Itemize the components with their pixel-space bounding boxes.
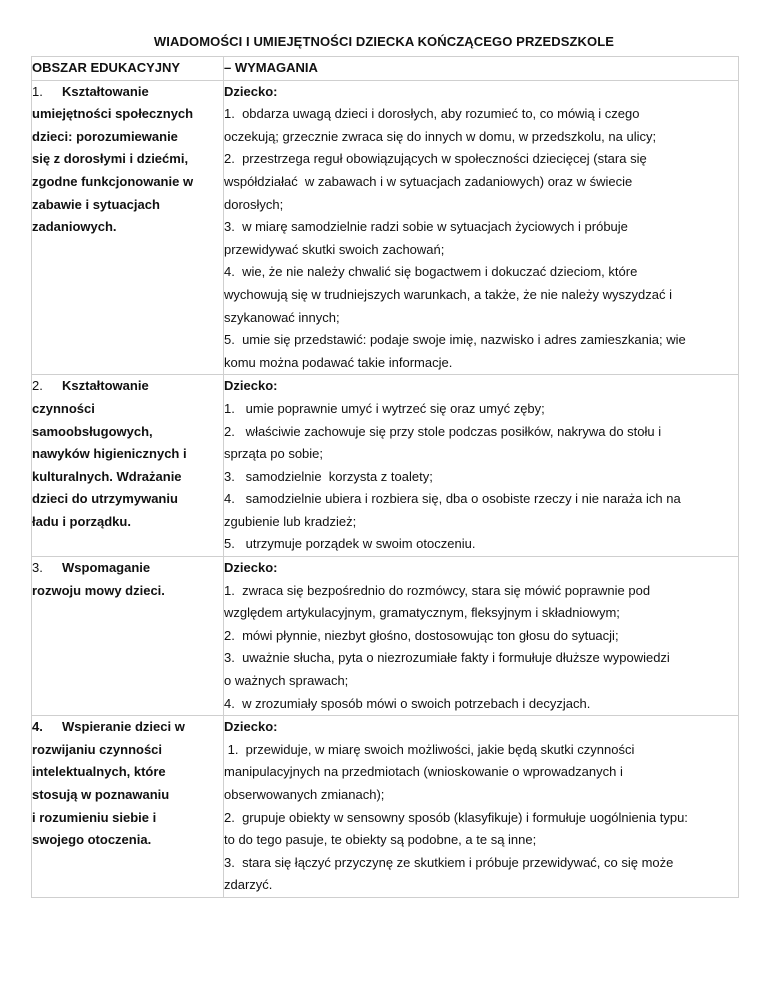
requirement-line: 1. zwraca się bezpośrednio do rozmówcy, stara się mówić poprawnie pod <box>224 582 651 598</box>
requirement-line: manipulacyjnych na przedmiotach (wnioskowanie o wprowadzanych i <box>224 764 623 780</box>
header-area: OBSZAR EDUKACYJNY <box>32 57 224 81</box>
area-line: samoobsługowych, <box>32 423 153 439</box>
area-line: dzieci: porozumiewanie <box>32 128 178 144</box>
requirements-cell <box>224 80 739 375</box>
area-line: intelektualnych, które <box>32 764 166 780</box>
subject-label: Dziecko: <box>224 83 278 99</box>
subject-label: Dziecko: <box>224 378 278 394</box>
area-title: Wspieranie dzieci w <box>62 719 185 735</box>
requirement-line: zgubienie lub kradzież; <box>224 513 357 529</box>
requirement-line: 5. umie się przedstawić: podaje swoje imię, nazwisko i adres zamieszkania; wie <box>224 332 686 348</box>
requirement-line: dorosłych; <box>224 196 284 212</box>
requirement-line: 1. obdarza uwagą dzieci i dorosłych, aby rozumieć to, co mówią i czego <box>224 106 640 122</box>
area-line: nawyków higienicznych i <box>32 446 187 462</box>
requirement-line: współdziałać w zabawach i w sytuacjach zadaniowych) oraz w świecie <box>224 173 633 189</box>
requirement-line: 4. w zrozumiały sposób mówi o swoich potrzebach i decyzjach. <box>224 695 591 711</box>
area-cell <box>32 716 224 898</box>
table-header-row <box>32 57 739 81</box>
area-line <box>32 557 223 580</box>
area-cell <box>32 557 224 716</box>
requirement-line: 2. grupuje obiekty w sensowny sposób (klasyfikuje) i formułuje uogólnienia typu: <box>224 809 688 825</box>
area-number: 2. <box>32 378 43 394</box>
requirement-line: 5. utrzymuje porządek w swoim otoczeniu. <box>224 536 476 552</box>
requirement-line: 4. samodzielnie ubiera i rozbiera się, dba o osobiste rzeczy i nie naraża ich na <box>224 491 681 507</box>
requirement-line: 3. uważnie słucha, pyta o niezrozumiałe fakty i formułuje dłuższe wypowiedzi <box>224 650 670 666</box>
requirements-cell <box>224 557 739 716</box>
requirement-line: 2. mówi płynnie, niezbyt głośno, dostosowując ton głosu do sytuacji; <box>224 627 619 643</box>
area-title: Kształtowanie <box>62 83 149 99</box>
area-line: ładu i porządku. <box>32 513 131 529</box>
requirements-cell <box>224 375 739 557</box>
requirement-line: względem artykulacyjnym, gramatycznym, fleksyjnym i składniowym; <box>224 605 620 621</box>
requirement-line: szykanować innych; <box>224 309 340 325</box>
area-line: rozwoju mowy dzieci. <box>32 582 165 598</box>
requirement-line: wychowują się w trudniejszych warunkach, a także, że nie należy wyszydzać i <box>224 286 672 302</box>
subject-label-text: Dziecko: <box>224 719 278 735</box>
table-row <box>32 716 739 898</box>
requirement-line: zdarzyć. <box>224 877 273 893</box>
document-title: WIADOMOŚCI I UMIEJĘTNOŚCI DZIECKA KOŃCZĄCEGO PRZEDSZKOLE <box>153 34 615 49</box>
area-line: swojego otoczenia. <box>32 832 152 848</box>
area-line: rozwijaniu czynności <box>32 741 163 757</box>
area-line: kulturalnych. Wdrażanie <box>32 468 182 484</box>
table-row <box>32 557 739 716</box>
requirement-line: 3. samodzielnie korzysta z toalety; <box>224 468 433 484</box>
area-line <box>32 375 223 398</box>
area-line: zabawie i sytuacjach <box>32 196 160 212</box>
area-line: się z dorosłymi i dziećmi, <box>32 151 189 167</box>
header-requirements: – WYMAGANIA <box>224 57 739 81</box>
area-line: stosują w poznawaniu <box>32 787 170 802</box>
requirement-line: 1. przewiduje, w miarę swoich możliwości, jakie będą skutki czynności <box>224 741 635 757</box>
requirement-line: przewidywać skutki swoich zachowań; <box>224 241 445 257</box>
requirement-line: to do tego pasuje, te obiekty są podobne, a te są inne; <box>224 832 537 848</box>
area-cell <box>32 80 224 375</box>
area-line: i rozumieniu siebie i <box>32 809 157 825</box>
area-title: Kształtowanie <box>62 378 149 394</box>
requirement-line: 3. w miarę samodzielnie radzi sobie w sytuacjach życiowych i próbuje <box>224 219 628 235</box>
subject-label <box>224 716 738 739</box>
table-row <box>32 375 739 557</box>
area-line: umiejętności społecznych <box>32 106 194 122</box>
requirements-cell <box>224 716 739 898</box>
area-line <box>32 716 223 739</box>
requirement-line: 2. właściwie zachowuje się przy stole podczas posiłków, nakrywa do stołu i <box>224 423 662 439</box>
requirement-line: 4. wie, że nie należy chwalić się bogactwem i dokuczać dzieciom, które <box>224 264 638 280</box>
requirement-line: sprząta po sobie; <box>224 446 324 462</box>
requirement-line: komu można podawać takie informacje. <box>224 354 453 370</box>
requirements-table <box>31 56 739 898</box>
requirement-line: 1. umie poprawnie umyć i wytrzeć się oraz umyć zęby; <box>224 400 545 416</box>
area-number: 3. <box>32 560 43 576</box>
requirement-line: 3. stara się łączyć przyczynę ze skutkiem i próbuje przewidywać, co się może <box>224 854 674 870</box>
requirement-line: obserwowanych zmianach); <box>224 787 385 802</box>
requirement-line: oczekują; grzecznie zwraca się do innych w domu, w przedszkolu, na ulicy; <box>224 128 657 144</box>
subject-label: Dziecko: <box>224 560 278 576</box>
area-line: zadaniowych. <box>32 219 117 235</box>
area-number: 1. <box>32 83 43 99</box>
area-cell <box>32 375 224 557</box>
table-row <box>32 80 739 375</box>
area-line: zgodne funkcjonowanie w <box>32 173 194 189</box>
area-line <box>32 81 223 104</box>
area-title: Wspomaganie <box>62 560 151 576</box>
area-number: 4. <box>32 719 43 735</box>
area-line: czynności <box>32 400 95 416</box>
requirement-line: o ważnych sprawach; <box>224 673 349 689</box>
area-line: dzieci do utrzymywaniu <box>32 491 178 507</box>
requirement-line: 2. przestrzega reguł obowiązujących w społeczności dziecięcej (stara się <box>224 151 647 167</box>
sections-body <box>32 80 739 897</box>
